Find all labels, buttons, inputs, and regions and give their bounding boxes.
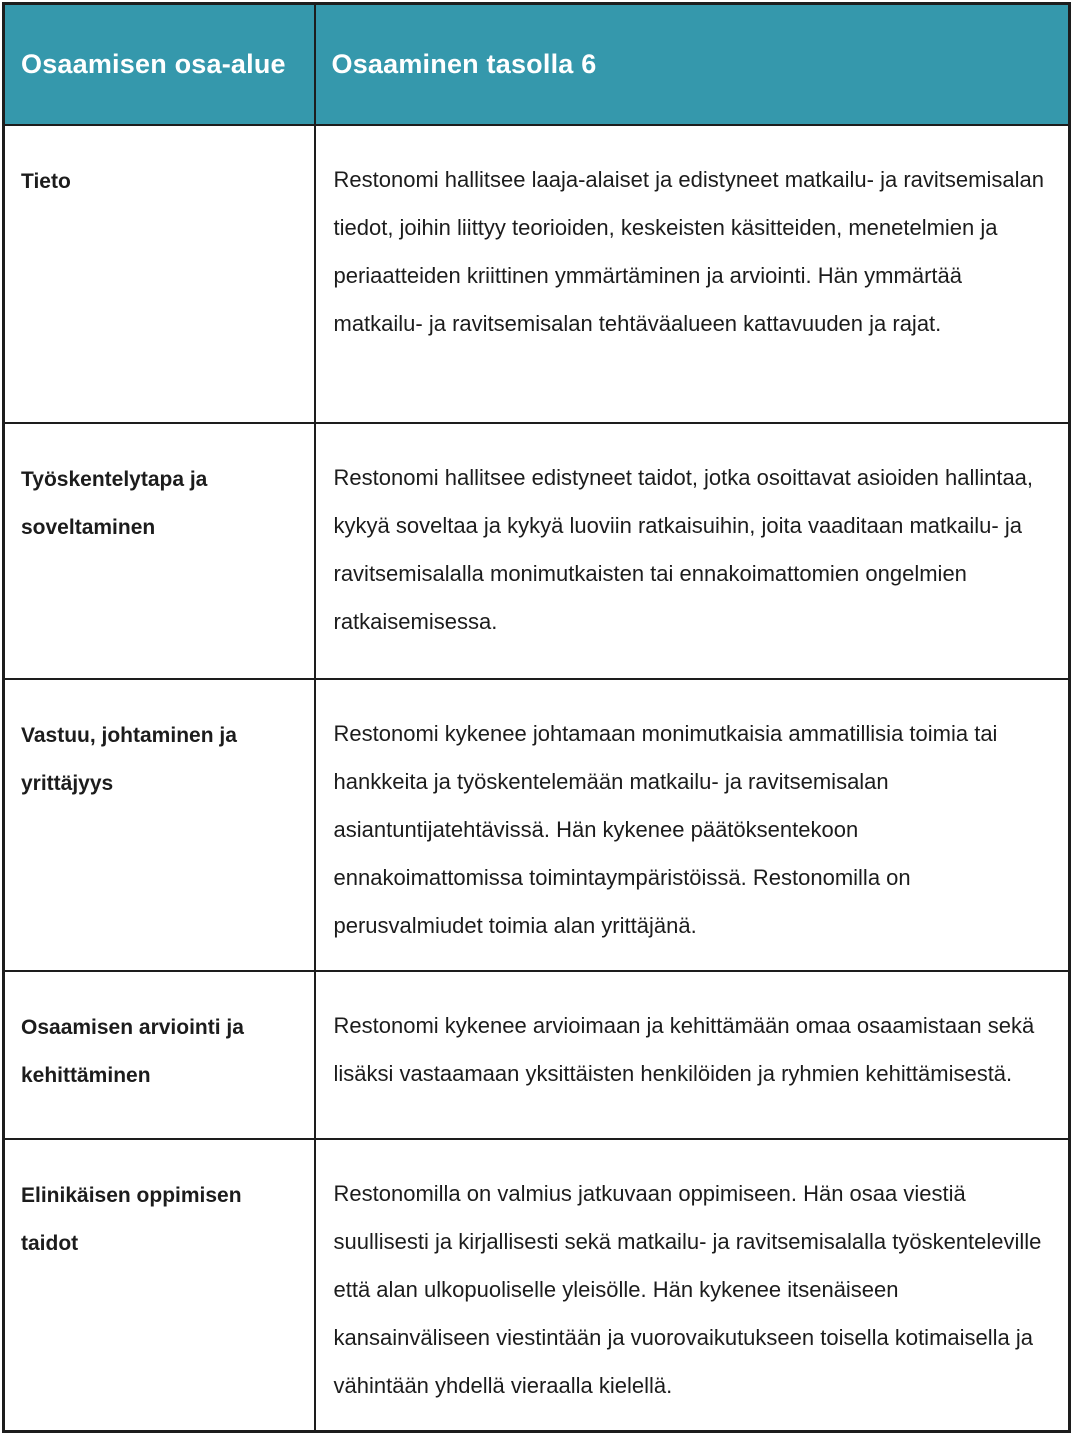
competence-table xyxy=(2,2,1071,1433)
header-cell-level-6: Osaaminen tasolla 6 xyxy=(315,4,1070,125)
row-description-tieto: Restonomi hallitsee laaja-alaiset ja edistyneet matkailu- ja ravitsemisalan tiedot, joihin liittyy teorioiden, keskeisten käsitteiden, menetelmien ja periaatteiden kriittinen ymmärtäminen ja arviointi. Hän ymmärtää matkailu- ja ravitsemisalan tehtäväalueen kattavuuden ja rajat. xyxy=(315,125,1070,423)
table-header-row xyxy=(4,4,1070,125)
row-description-arviointi: Restonomi kykenee arvioimaan ja kehittämään omaa osaamistaan sekä lisäksi vastaamaan yksittäisten henkilöiden ja ryhmien kehittämisestä. xyxy=(315,971,1070,1139)
table-row-arviointi xyxy=(4,971,1070,1139)
row-description-elinikainen: Restonomilla on valmius jatkuvaan oppimiseen. Hän osaa viestiä suullisesti ja kirjallisesti sekä matkailu- ja ravitsemisalalla työskenteleville että alan ulkopuoliselle yleisölle. Hän kykenee itsenäiseen kansainväliseen viestintään ja vuorovaikutukseen toisella kotimaisella ja vähintään yhdellä vieraalla kielellä. xyxy=(315,1139,1070,1432)
row-description-tyoskentelytapa: Restonomi hallitsee edistyneet taidot, jotka osoittavat asioiden hallintaa, kykyä soveltaa ja kykyä luoviin ratkaisuihin, joita vaaditaan matkailu- ja ravitsemisalalla monimutkaisten tai ennakoimattomien ongelmien ratkaisemisessa. xyxy=(315,423,1070,679)
table-row-tieto xyxy=(4,125,1070,423)
row-label-tieto: Tieto xyxy=(4,125,315,423)
table-row-vastuu xyxy=(4,679,1070,971)
row-label-vastuu: Vastuu, johtaminen ja yrittäjyys xyxy=(4,679,315,971)
row-label-arviointi: Osaamisen arviointi ja kehittäminen xyxy=(4,971,315,1139)
table-row-tyoskentelytapa xyxy=(4,423,1070,679)
table-row-elinikainen xyxy=(4,1139,1070,1432)
row-label-elinikainen: Elinikäisen oppimisen taidot xyxy=(4,1139,315,1432)
row-description-vastuu: Restonomi kykenee johtamaan monimutkaisia ammatillisia toimia tai hankkeita ja työskentelemään matkailu- ja ravitsemisalan asiantuntijatehtävissä. Hän kykenee päätöksentekoon ennakoimattomissa toimintaympäristöissä. Restonomilla on perusvalmiudet toimia alan yrittäjänä. xyxy=(315,679,1070,971)
header-cell-competence-area: Osaamisen osa-alue xyxy=(4,4,315,125)
row-label-tyoskentelytapa: Työskentelytapa ja soveltaminen xyxy=(4,423,315,679)
